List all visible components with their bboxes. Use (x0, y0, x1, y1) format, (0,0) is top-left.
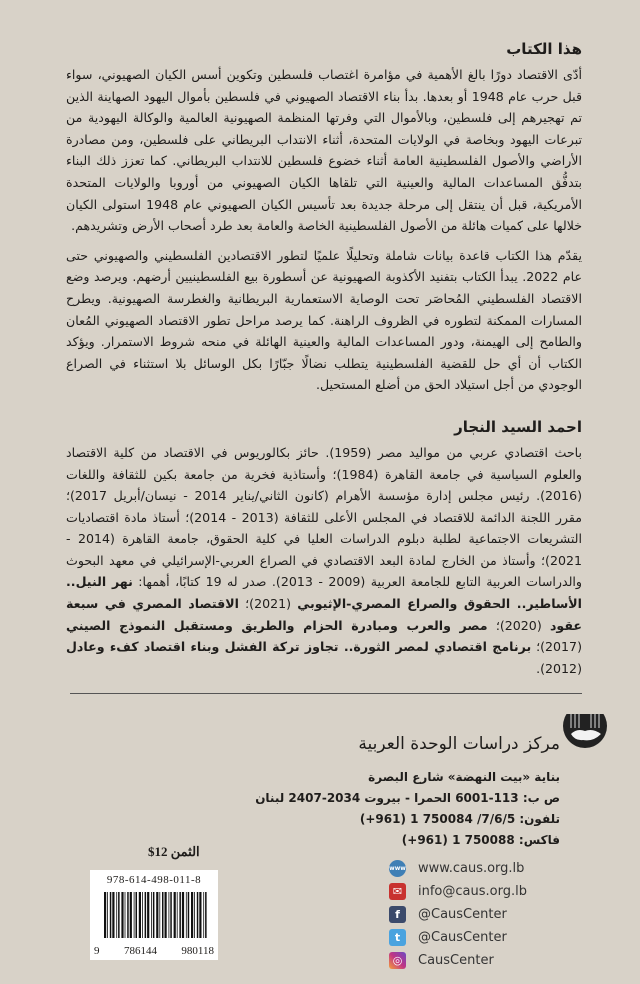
barcode-bar (182, 892, 184, 938)
twitter-icon: t (389, 929, 406, 946)
barcode-bar (186, 892, 187, 938)
book-year: (2012). (536, 660, 582, 676)
ean-left: 786144 (123, 945, 157, 958)
ean-lead: 9 (94, 945, 100, 958)
barcode-bar (205, 892, 207, 938)
barcode-bar (174, 892, 176, 938)
barcode-bar (162, 892, 164, 938)
price: الثمن 12$ (148, 844, 200, 860)
barcode-bar (156, 892, 158, 938)
facebook-icon: f (389, 906, 406, 923)
barcode-bar (136, 892, 138, 938)
publisher-address: بناية «بيت النهضة» شارع البصرة (368, 770, 560, 785)
author-name: احمد السيد النجار (454, 417, 582, 436)
barcode-bar (139, 892, 141, 938)
barcode-label (90, 870, 218, 960)
barcode-bar (197, 892, 199, 938)
barcode-bar (110, 892, 112, 938)
publisher-phone: تلفون: 7/6/5/ 750084 1 (961+) (359, 812, 560, 827)
about-paragraph-2: يقدّم هذا الكتاب قاعدة بيانات شاملة وتحليلًا علميًا لتطور الاقتصادين الفلسطيني والصهيوني حتى عام 2022. يبدأ الكتاب بتفنيد الأكذوبة الصهيونية عن أسطورة بيع الفلسطينيين أرضهم. ويرصد وضع الاقتصاد الفلسطيني المُحاصَر تحت الوصاية الاستعمارية البريطانية والغطرسة الصهيونية. ويطرح المسارات الممكنة لتطوره في الظروف الراهنة. كما يرصد مراحل تطور الاقتصاد الصهيوني المُعان والطامح إلى الهيمنة، ودور المساعدات المالية والعينية الهائلة في منحه شروط الاستمرار. ويؤكد الكتاب أن أي حل للقضية الفلسطينية يتطلب نضالًا جبّارًا بكل الوسائل بلا استثناء في الصراع الوجودي من أجل استيلاد الحق من أضلع المستحيل. (66, 247, 582, 393)
book-title: الاقتصاد المصري في سبعة عقود (66, 596, 582, 633)
barcode-bar (169, 892, 170, 938)
book-title: نهر النيل.. الأساطير.. الحقوق والصراع المصري-الإثيوبي (66, 574, 582, 612)
spacer (66, 404, 582, 418)
barcode-bar (188, 892, 190, 938)
barcode-bar (107, 892, 108, 938)
contact-twitter[interactable] (389, 927, 507, 947)
barcode-bar (142, 892, 143, 938)
instagram-icon: ◎ (389, 952, 406, 969)
contact-text: info@caus.org.lb (418, 883, 527, 899)
contact-text: www.caus.org.lb (418, 860, 525, 876)
barcode-bar (112, 892, 114, 938)
bio-text: باحث اقتصادي عربي من مواليد مصر (1959). حائز بكالوريوس في الاقتصاد من كلية الاقتصاد والعلوم السياسية في جامعة القاهرة (1984)؛ وأستاذية فخرية من جامعة بكين للثقافة واللغات (2016). رئيس مجلس إدارة مؤسسة الأهرام (كانون الثاني/يناير 2014 - نيسان/أبريل 2017)؛ مقرر اللجنة الدائمة للاقتصاد في المجلس الأعلى للثقافة (2013 - 2014)؛ أستاذ مادة اقتصاديات التشريعات الاجتماعية لطلبة دبلوم الدراسات العليا في كلية الحقوق، جامعة القاهرة (2014 - 2021)؛ وأستاذ من الخارج لمادة البعد الاقتصادي في الصراع العربي-الإسرائيلي في معهد البحوث والدراسات العربية التابع للجامعة العربية (2009 - 2013). صدر له 19 كتابًا، أهمها: (66, 444, 583, 590)
envelope-icon: ✉ (389, 883, 406, 900)
contact-instagram[interactable] (389, 950, 494, 970)
contact-facebook[interactable] (389, 904, 507, 924)
publisher-name: مركز دراسات الوحدة العربية (358, 734, 560, 755)
barcode-bar (118, 892, 120, 938)
book-year: (2021)؛ (238, 596, 298, 612)
ean-right: 980118 (181, 945, 214, 958)
book-title: برنامج اقتصادي لمصر الثورة.. تجاوز تركة الفشل وبناء اقتصاد كفء وعادل (66, 639, 532, 655)
author-bio (66, 442, 582, 680)
book-year: (2017)؛ (531, 639, 582, 655)
about-paragraph-1: أدّى الاقتصاد دورًا بالغ الأهمية في مؤامرة اغتصاب فلسطين وتكوين أسس الكيان الصهيوني، سواء قبل حرب عام 1948 أو بعدها. بدأ بناء الاقتصاد الصهيوني في فلسطين بأموال اليهود الصهاينة الذين تم تهجيرهم إلى فلسطين، وبالأموال التي وفرتها المنظمة الصهيونية العالمية والوكالة اليهودية من تبرعات اليهود وبخاصة في الولايات المتحدة، أثناء الانتداب البريطاني على فلسطين، ومن مصادرة الأراضي والأصول الفلسطينية العامة أثناء خضوع فلسطين للانتداب البريطاني. كما تعزز ذلك البناء بتدفُّق المساعدات المالية والعينية التي تلقاها الكيان الصهيوني من أوروبا والولايات المتحدة الأمريكية، قبل أن ينتقل إلى مرحلة جديدة بعد تأسيس الكيان الصهيوني عام 1948 استولى الكيان خلالها على كميات هائلة من الأصول الفلسطينية الخاصة والعامة بعد طرد أصحاب الأرض وتشريدهم. (66, 67, 583, 234)
contact-website[interactable] (389, 858, 524, 878)
barcode-bar (134, 892, 135, 938)
publisher-po-box: ص ب: 113-6001 الحمرا - بيروت 2034-2407 لبنان (255, 791, 560, 806)
barcode-bar (125, 892, 126, 938)
publisher-fax: فاكس: 750088 1 (961+) (401, 833, 560, 848)
barcode-bar (121, 892, 123, 938)
barcode-bar (159, 892, 160, 938)
barcode-bar (145, 892, 147, 938)
barcode-bar (104, 892, 106, 938)
barcode-bar (191, 892, 193, 938)
book-title: مصر والعرب ومبادرة الحزام والطريق ومستقبل النموذج الصيني (66, 617, 488, 633)
barcode-bar (194, 892, 195, 938)
barcode-bar (203, 892, 204, 938)
publisher-logo-icon (563, 714, 607, 748)
publisher-section (0, 694, 640, 984)
barcode-bar (170, 892, 172, 938)
contact-email[interactable] (389, 881, 527, 901)
barcode-icon (104, 892, 210, 938)
barcode-bar (151, 892, 152, 938)
barcode-bar (130, 892, 132, 938)
book-year: (2020)؛ (487, 617, 550, 633)
isbn-text: 978-614-498-011-8 (106, 874, 202, 887)
contact-text: CausCenter (418, 952, 494, 968)
barcode-bar (165, 892, 167, 938)
ean-digits (94, 944, 214, 958)
globe-www-icon: www (389, 860, 406, 877)
barcode-bar (153, 892, 155, 938)
barcode-bar (116, 892, 117, 938)
barcode-bar (177, 892, 178, 938)
contact-text: @CausCenter (418, 929, 507, 945)
about-heading: هذا الكتاب (506, 40, 582, 58)
contact-text: @CausCenter (418, 906, 507, 922)
barcode-bar (147, 892, 149, 938)
barcode-bar (127, 892, 129, 938)
barcode-bar (179, 892, 181, 938)
barcode-bar (199, 892, 201, 938)
